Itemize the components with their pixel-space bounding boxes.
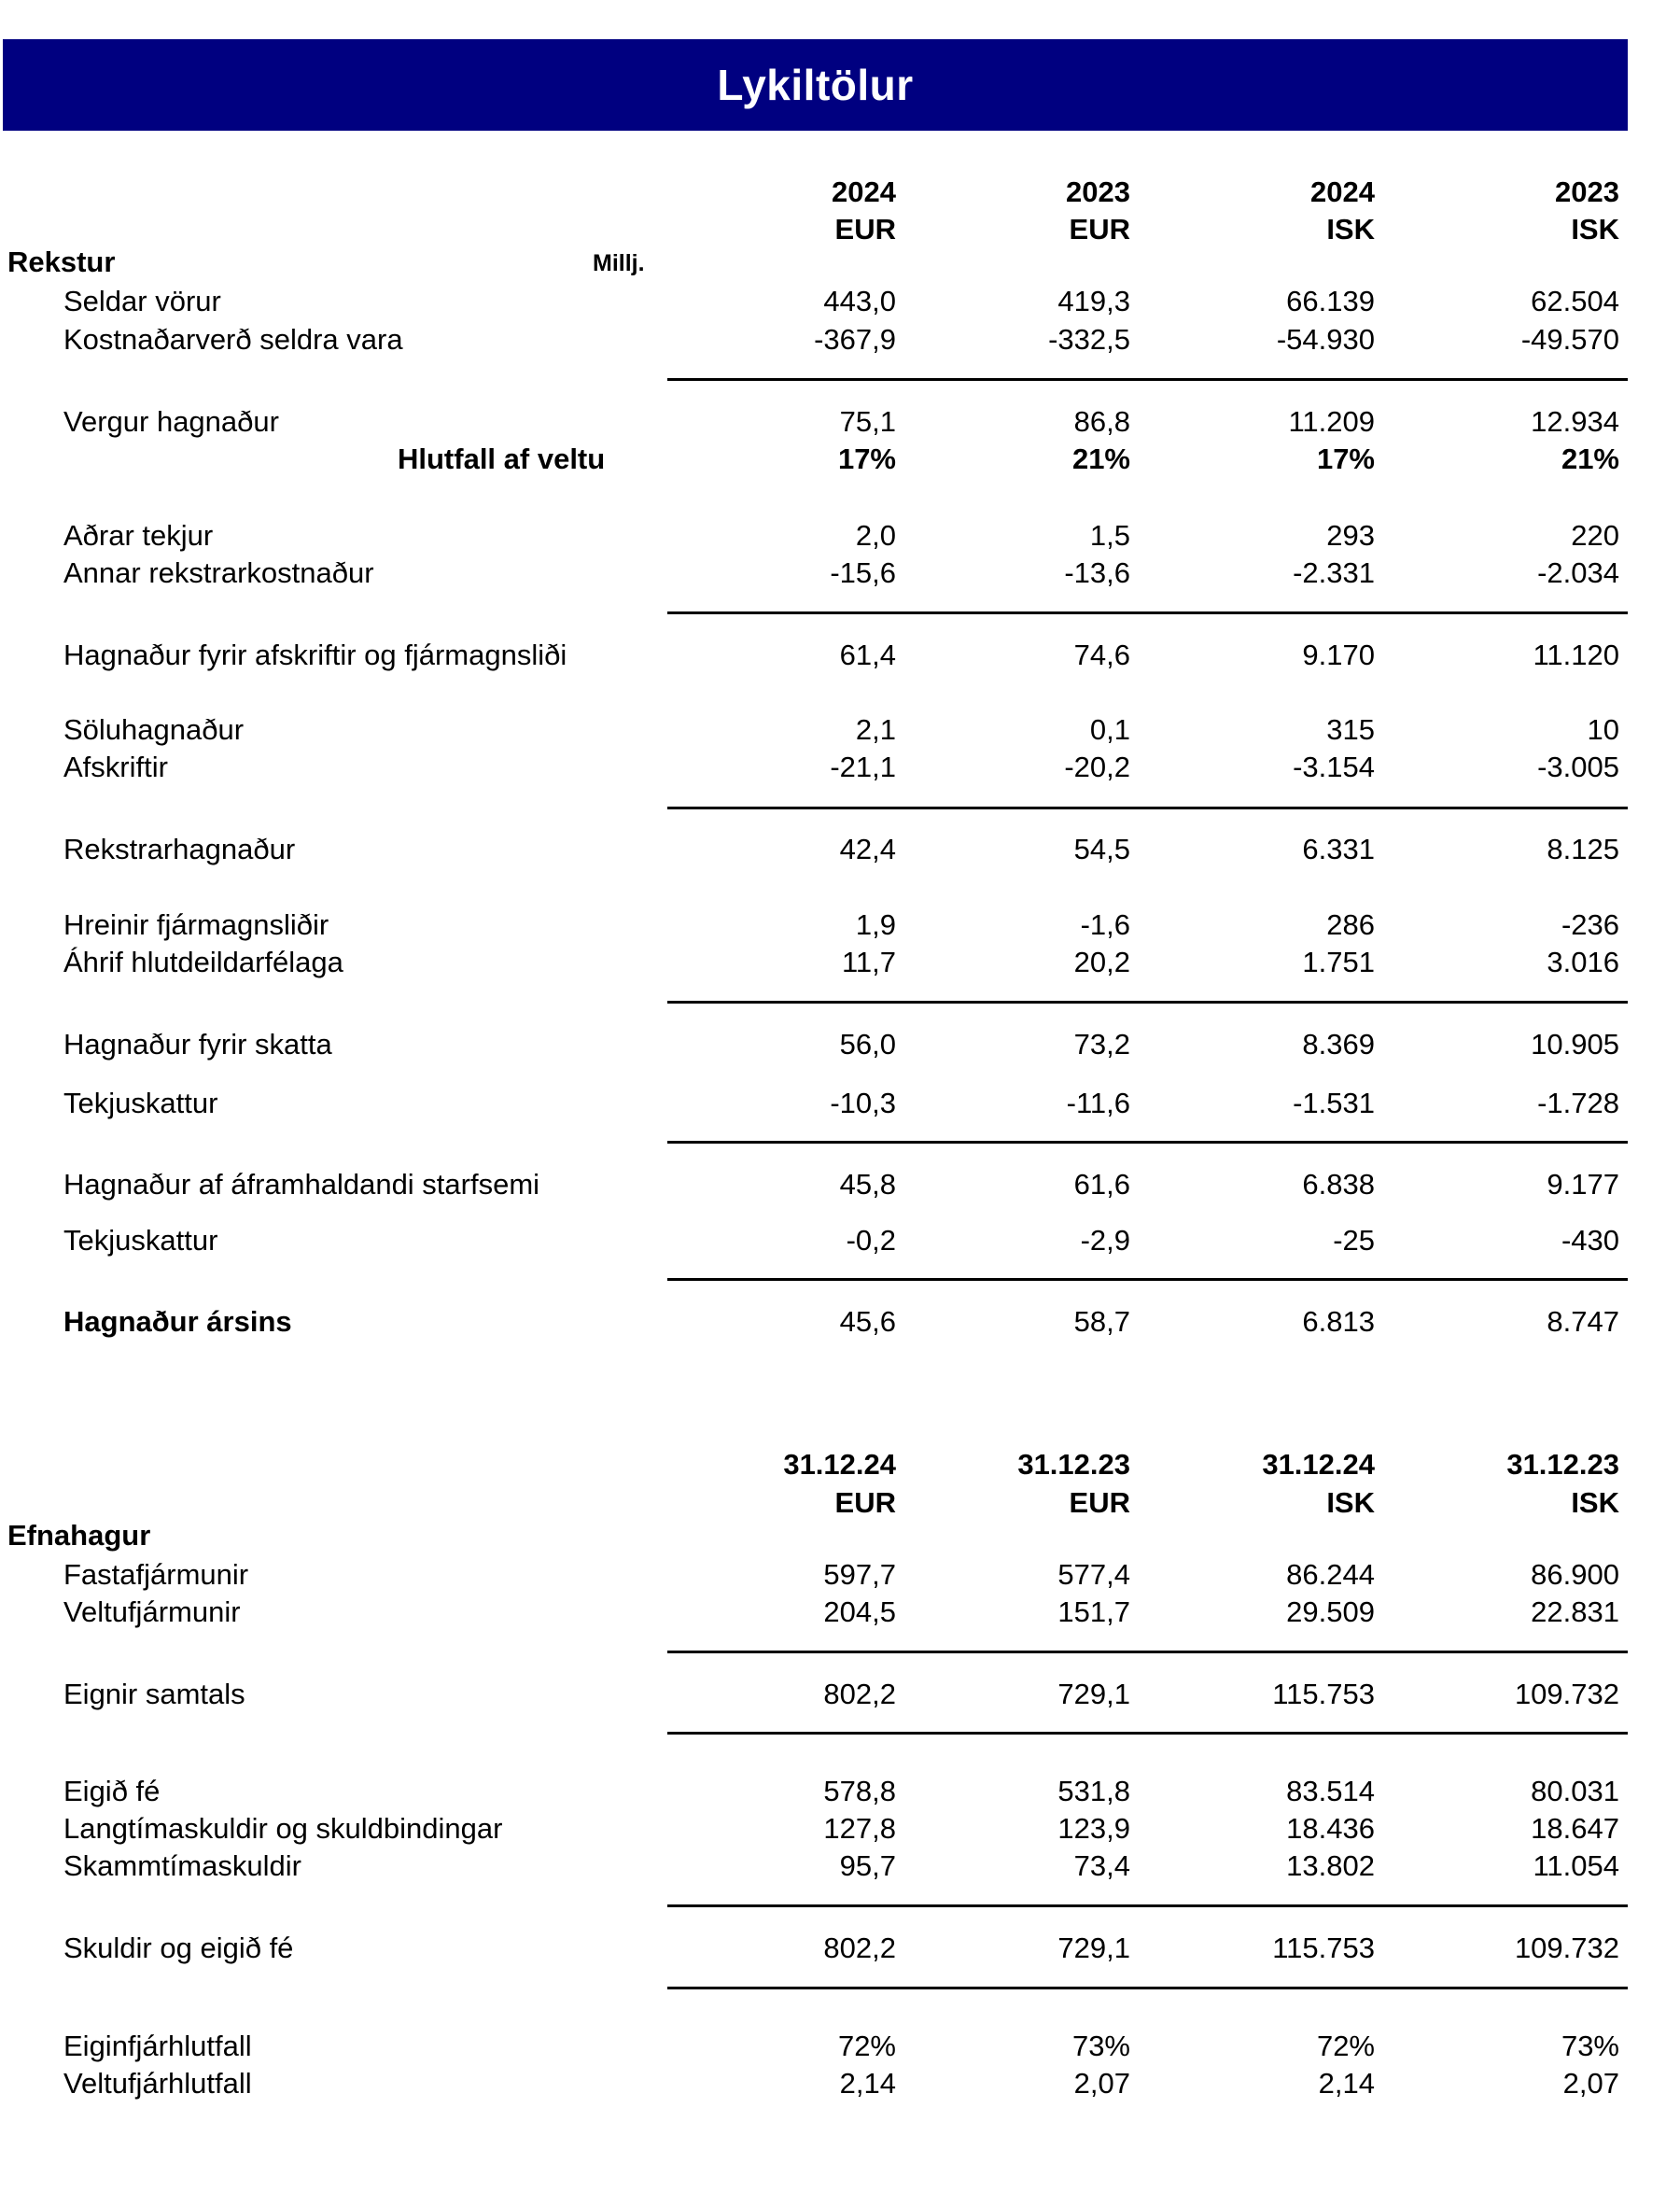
rekstur-currency-2: EUR [1069, 213, 1130, 246]
row-label: Seldar vörur [63, 285, 221, 317]
row-value: 729,1 [1057, 1678, 1130, 1710]
rekstur-year-2: 2023 [1066, 176, 1130, 208]
rekstur-currency-1: EUR [834, 213, 896, 246]
row-label: Veltufjárhlutfall [63, 2067, 252, 2100]
row-label: Hlutfall af veltu [398, 443, 606, 475]
row-label: Söluhagnaður [63, 713, 245, 746]
row-value: 66.139 [1286, 285, 1375, 317]
row-value: 2,1 [855, 713, 896, 746]
row-value: -3.154 [1293, 751, 1375, 783]
row-value: 315 [1326, 713, 1375, 746]
row-value: 729,1 [1057, 1932, 1130, 1964]
row-value: -25 [1333, 1224, 1375, 1257]
rekstur-year-4: 2023 [1555, 176, 1619, 208]
row-value: -1.728 [1537, 1087, 1619, 1119]
divider [667, 1987, 1628, 1989]
row-value: 62.504 [1531, 285, 1619, 317]
row-value: -15,6 [830, 556, 896, 589]
row-value: -21,1 [830, 751, 896, 783]
row-value: 45,8 [839, 1168, 896, 1201]
row-value: 73,2 [1073, 1028, 1130, 1061]
row-value: 83.514 [1286, 1775, 1375, 1807]
row-label: Langtímaskuldir og skuldbindingar [63, 1812, 503, 1845]
row-value: 578,8 [823, 1775, 896, 1807]
row-value: 109.732 [1514, 1678, 1619, 1710]
row-value: 531,8 [1057, 1775, 1130, 1807]
row-value: 1.751 [1302, 946, 1375, 978]
row-value: -430 [1561, 1224, 1619, 1257]
row-label: Hreinir fjármagnsliðir [63, 908, 329, 941]
row-label: Tekjuskattur [63, 1224, 218, 1257]
row-value: 11.209 [1288, 405, 1375, 438]
row-value: 72% [837, 2030, 896, 2062]
row-value: 61,4 [839, 639, 896, 671]
row-value: 3.016 [1547, 946, 1619, 978]
row-value: 73% [1071, 2030, 1130, 2062]
row-value: 21% [1071, 443, 1130, 475]
efnahagur-date-3: 31.12.24 [1262, 1448, 1375, 1481]
row-value: 86.900 [1531, 1558, 1619, 1591]
row-value: 2,07 [1073, 2067, 1130, 2100]
row-value: -2.331 [1293, 556, 1375, 589]
unit-label: Millj. [593, 250, 645, 276]
row-value: 115.753 [1272, 1678, 1375, 1710]
divider [667, 1001, 1628, 1004]
row-value: 72% [1316, 2030, 1375, 2062]
row-value: -2,9 [1080, 1224, 1130, 1257]
row-value: -332,5 [1048, 323, 1130, 356]
row-value: -2.034 [1537, 556, 1619, 589]
row-value: 22.831 [1531, 1595, 1619, 1628]
row-label: Veltufjármunir [63, 1595, 241, 1628]
row-value: 2,07 [1562, 2067, 1619, 2100]
row-value: 419,3 [1057, 285, 1130, 317]
row-value: -54.930 [1276, 323, 1375, 356]
row-value: 20,2 [1073, 946, 1130, 978]
row-value: 2,0 [855, 519, 896, 552]
row-value: 12.934 [1531, 405, 1619, 438]
row-value: 18.647 [1531, 1812, 1619, 1845]
row-value: 8.747 [1547, 1305, 1619, 1338]
row-value: -367,9 [814, 323, 896, 356]
row-label: Kostnaðarverð seldra vara [63, 323, 403, 356]
divider [667, 1904, 1628, 1907]
row-value: -1,6 [1080, 908, 1130, 941]
row-value: 17% [837, 443, 896, 475]
efnahagur-date-2: 31.12.23 [1017, 1448, 1130, 1481]
row-value: 54,5 [1073, 833, 1130, 865]
row-value: 1,9 [855, 908, 896, 941]
rekstur-currency-3: ISK [1326, 213, 1375, 246]
row-value: 13.802 [1286, 1849, 1375, 1882]
divider [667, 1651, 1628, 1653]
rekstur-currency-4: ISK [1571, 213, 1619, 246]
row-value: 220 [1571, 519, 1619, 552]
efnahagur-currency-2: EUR [1069, 1486, 1130, 1519]
row-value: 10.905 [1531, 1028, 1619, 1061]
row-value: 61,6 [1073, 1168, 1130, 1201]
row-value: 204,5 [823, 1595, 896, 1628]
row-value: 802,2 [823, 1678, 896, 1710]
row-value: 597,7 [823, 1558, 896, 1591]
efnahagur-date-1: 31.12.24 [783, 1448, 896, 1481]
row-value: 127,8 [823, 1812, 896, 1845]
row-value: 123,9 [1057, 1812, 1130, 1845]
row-value: 9.177 [1547, 1168, 1619, 1201]
row-value: -11,6 [1066, 1087, 1130, 1119]
row-value: 293 [1326, 519, 1375, 552]
row-label: Fastafjármunir [63, 1558, 249, 1591]
row-label: Skuldir og eigið fé [63, 1932, 294, 1964]
row-label: Aðrar tekjur [63, 519, 214, 552]
row-label: Tekjuskattur [63, 1087, 218, 1119]
row-label: Afskriftir [63, 751, 168, 783]
row-value: 18.436 [1286, 1812, 1375, 1845]
row-label: Hagnaður ársins [63, 1305, 292, 1338]
row-value: 29.509 [1286, 1595, 1375, 1628]
efnahagur-currency-1: EUR [834, 1486, 896, 1519]
row-label: Hagnaður fyrir afskriftir og fjármagnsliði [63, 639, 567, 671]
row-value: -49.570 [1520, 323, 1619, 356]
efnahagur-currency-4: ISK [1571, 1486, 1619, 1519]
efnahagur-heading: Efnahagur [7, 1519, 151, 1552]
row-value: 286 [1326, 908, 1375, 941]
row-value: 45,6 [839, 1305, 896, 1338]
row-value: -3.005 [1537, 751, 1619, 783]
row-label: Skammtímaskuldir [63, 1849, 301, 1882]
row-value: 73,4 [1073, 1849, 1130, 1882]
row-value: 75,1 [839, 405, 896, 438]
row-value: -236 [1561, 908, 1619, 941]
row-value: 577,4 [1057, 1558, 1130, 1591]
row-label: Eignir samtals [63, 1678, 245, 1710]
divider [667, 1732, 1628, 1735]
row-value: 1,5 [1089, 519, 1130, 552]
row-value: 8.369 [1302, 1028, 1375, 1061]
divider [667, 807, 1628, 809]
row-value: -0,2 [846, 1224, 896, 1257]
row-value: 74,6 [1073, 639, 1130, 671]
title-banner [3, 39, 1628, 131]
row-value: 2,14 [1318, 2067, 1375, 2100]
row-value: 6.331 [1302, 833, 1375, 865]
row-value: 11,7 [841, 946, 896, 978]
row-value: -1.531 [1293, 1087, 1375, 1119]
row-value: 86.244 [1286, 1558, 1375, 1591]
row-value: 0,1 [1089, 713, 1130, 746]
row-label: Rekstrarhagnaður [63, 833, 296, 865]
row-value: 2,14 [839, 2067, 896, 2100]
row-label: Annar rekstrarkostnaður [63, 556, 374, 589]
row-value: 6.838 [1302, 1168, 1375, 1201]
row-value: 6.813 [1302, 1305, 1375, 1338]
divider [667, 1141, 1628, 1144]
row-value: 56,0 [839, 1028, 896, 1061]
row-label: Vergur hagnaður [63, 405, 279, 438]
rekstur-year-3: 2024 [1310, 176, 1375, 208]
row-value: 11.120 [1533, 639, 1619, 671]
row-value: 58,7 [1073, 1305, 1130, 1338]
row-value: -20,2 [1064, 751, 1130, 783]
row-value: 10 [1587, 713, 1619, 746]
row-label: Eiginfjárhlutfall [63, 2030, 252, 2062]
row-value: 802,2 [823, 1932, 896, 1964]
row-label: Hagnaður af áframhaldandi starfsemi [63, 1168, 540, 1201]
row-value: -13,6 [1064, 556, 1130, 589]
efnahagur-date-4: 31.12.23 [1506, 1448, 1619, 1481]
rekstur-year-1: 2024 [832, 176, 896, 208]
row-value: 95,7 [839, 1849, 896, 1882]
row-value: 11.054 [1533, 1849, 1619, 1882]
row-value: 115.753 [1272, 1932, 1375, 1964]
divider [667, 378, 1628, 381]
row-value: 86,8 [1073, 405, 1130, 438]
page-title: Lykiltölur [717, 61, 914, 109]
row-value: 17% [1316, 443, 1375, 475]
efnahagur-currency-3: ISK [1326, 1486, 1375, 1519]
row-value: 443,0 [823, 285, 896, 317]
row-value: 73% [1561, 2030, 1619, 2062]
row-value: 80.031 [1531, 1775, 1619, 1807]
row-value: 151,7 [1057, 1595, 1130, 1628]
row-value: 109.732 [1514, 1932, 1619, 1964]
row-label: Áhrif hlutdeildarfélaga [63, 946, 343, 978]
row-value: 8.125 [1547, 833, 1619, 865]
row-value: 9.170 [1302, 639, 1375, 671]
row-value: 42,4 [839, 833, 896, 865]
row-label: Hagnaður fyrir skatta [63, 1028, 332, 1061]
row-value: -10,3 [830, 1087, 896, 1119]
row-value: 21% [1561, 443, 1619, 475]
row-label: Eigið fé [63, 1775, 161, 1807]
divider [667, 1278, 1628, 1281]
rekstur-heading: Rekstur [7, 246, 116, 278]
divider [667, 611, 1628, 614]
